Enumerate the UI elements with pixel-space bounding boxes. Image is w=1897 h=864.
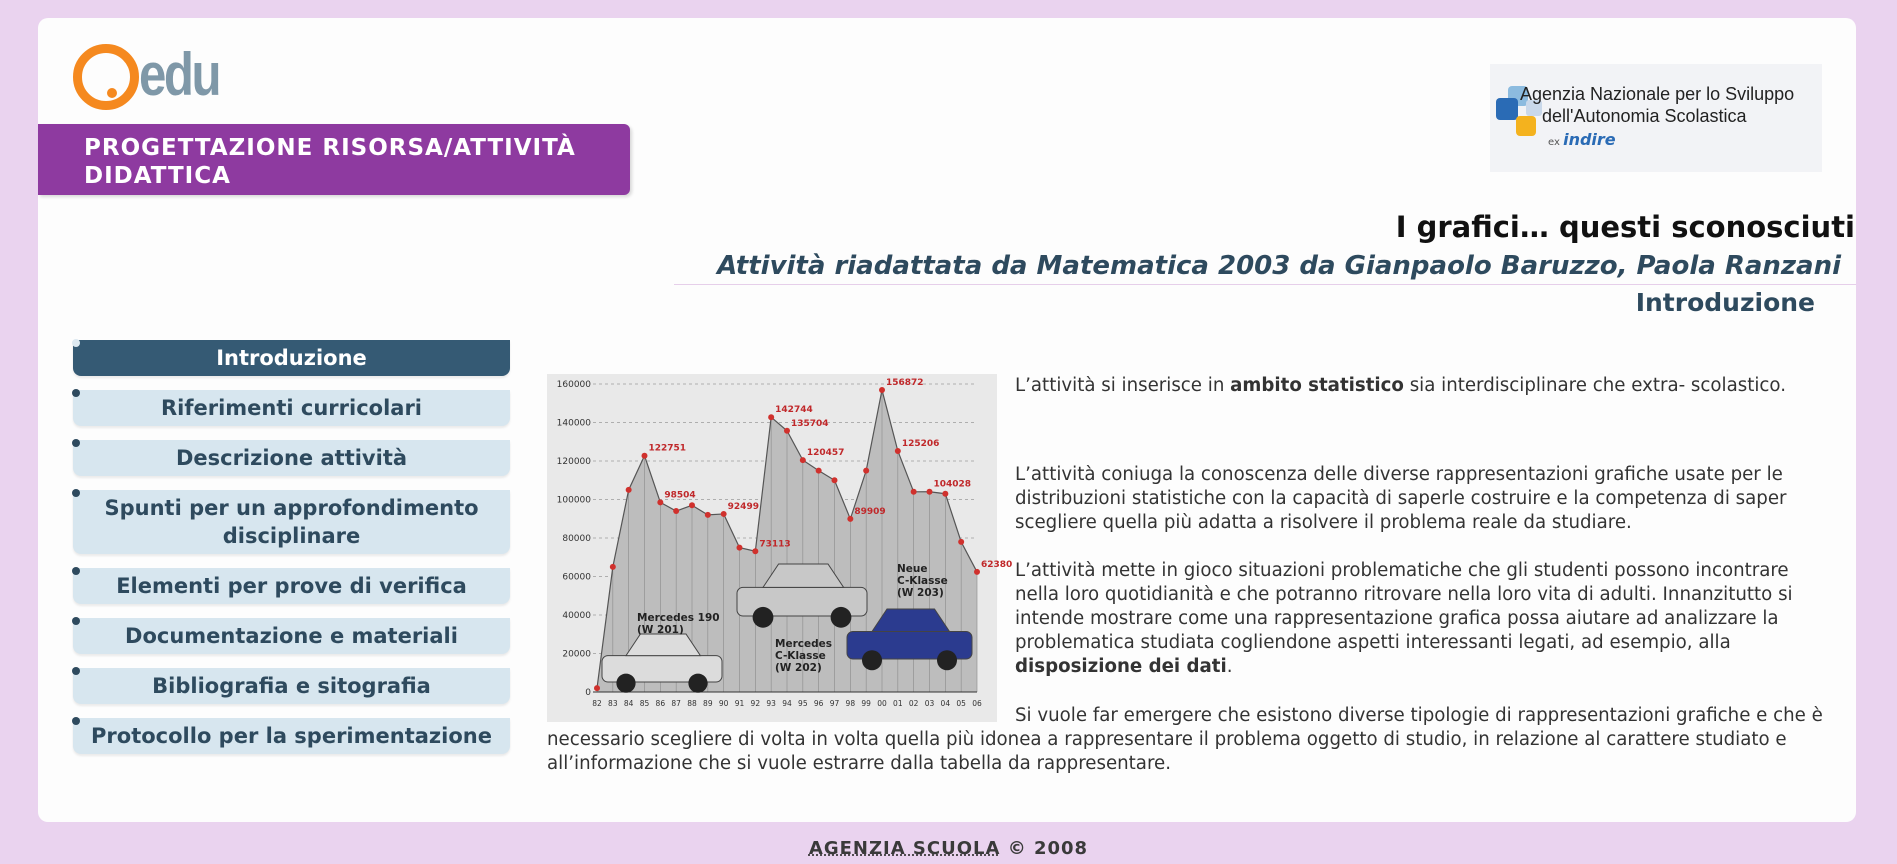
data-label: 92499 [727, 501, 759, 512]
chart-svg [547, 374, 1013, 722]
bullet-icon [72, 339, 80, 347]
data-point [816, 468, 822, 474]
x-tick-label: 88 [687, 699, 697, 708]
bullet-icon [72, 489, 80, 497]
car-label: Mercedes [775, 638, 832, 650]
y-tick-label: 100000 [556, 495, 591, 506]
data-point [673, 508, 679, 514]
page-subtitle: Attività riadattata da Matematica 2003 da Gianpaolo Baruzzo, Paola Ranzani [717, 251, 1841, 281]
data-label: 122751 [648, 443, 687, 454]
nav-item-protocollo[interactable] [73, 718, 510, 754]
y-tick-label: 140000 [556, 418, 591, 429]
data-label: 125206 [901, 438, 940, 449]
divider [674, 284, 1856, 285]
bullet-icon [72, 717, 80, 725]
nav-item-spunti-approfondimento[interactable] [73, 490, 510, 554]
nav-item-label: Spunti per un approfondimento disciplinare [104, 496, 479, 548]
car-w201-icon-wheel [688, 674, 707, 693]
banner-title: PROGETTAZIONE RISORSA/ATTIVITÀ DIDATTICA [84, 135, 576, 189]
car-label: (W 203) [897, 587, 944, 599]
data-point [721, 511, 727, 517]
car-label: Neue [897, 563, 928, 575]
x-tick-label: 95 [798, 699, 808, 708]
x-tick-label: 96 [813, 699, 824, 708]
footer [0, 838, 1897, 859]
data-label: 142744 [775, 405, 813, 416]
bullet-icon [72, 617, 80, 625]
data-label: 104028 [933, 479, 972, 490]
agency-brand-prefix: ex [1548, 137, 1560, 148]
nav-item-label: Riferimenti curricolari [160, 396, 423, 420]
x-tick-label: 98 [845, 699, 856, 708]
paragraph: Si vuole far emergere che esistono diverse tipologie di rappresentazioni grafiche e che è necessario scegliere di volta in volta quella più idonea a rappresentare il problema oggetto di studio, in relazione al carattere studiato e all’informazione che si vuole estrarre dalla tabella da rappresentare. [547, 705, 1823, 774]
data-point [974, 569, 980, 575]
text: . [1226, 656, 1233, 677]
data-point [594, 685, 600, 691]
nav-item-elementi-verifica[interactable] [73, 568, 510, 604]
car-label: C-Klasse [775, 650, 826, 662]
emphasis: disposizione dei dati [1015, 656, 1227, 677]
nav-item-bibliografia[interactable] [73, 668, 510, 704]
nav-item-riferimenti-curricolari[interactable] [73, 390, 510, 426]
bullet-icon [72, 667, 80, 675]
x-tick-label: 84 [623, 699, 634, 708]
logo-square-icon [1516, 116, 1536, 136]
car-w203-icon-wheel [862, 650, 882, 670]
data-point [879, 387, 885, 393]
nav-item-introduzione[interactable] [73, 340, 510, 376]
nav-item-label: Introduzione [216, 346, 367, 370]
footer-link[interactable]: AGENZIA SCUOLA [808, 838, 1001, 859]
agency-name-line1: Agenzia Nazionale per lo Sviluppo [1520, 84, 1795, 104]
car-w202-icon-wheel [753, 607, 774, 628]
x-tick-label: 02 [908, 699, 919, 708]
data-point [610, 564, 616, 570]
y-tick-label: 120000 [556, 457, 591, 467]
data-point [895, 448, 901, 454]
data-label: 73113 [759, 539, 791, 550]
data-point [863, 468, 869, 474]
x-tick-label: 89 [703, 699, 713, 708]
agency-brand-name: indire [1563, 130, 1616, 149]
nav-item-label: Bibliografia e sitografia [152, 674, 431, 698]
footer-copyright: © 2008 [1000, 838, 1089, 859]
data-label: 62380 [981, 559, 1013, 570]
data-point [737, 545, 743, 551]
nav-item-label: Elementi per prove di verifica [116, 574, 467, 598]
text: L’attività mette in gioco situazioni problematiche che gli studenti possono incontrare nella loro quotidianità e che potranno ritrovare nella loro vita di adulti. Innanzitutto si intende mostrare come una rappresentazione grafica possa aiutare ad analizzare la problematica studiata cogliendone aspetti interessanti legati, ad esempio, alla [1015, 560, 1793, 653]
emphasis: ambito statistico [1230, 375, 1404, 396]
data-point [832, 477, 838, 483]
car-label: (W 202) [775, 662, 822, 674]
data-label: 135704 [791, 418, 829, 429]
data-point [689, 502, 695, 508]
car-label: C-Klasse [897, 575, 948, 587]
x-tick-label: 82 [592, 699, 602, 708]
x-tick-label: 85 [639, 699, 650, 708]
x-tick-label: 99 [861, 699, 871, 708]
x-tick-label: 97 [829, 699, 840, 708]
x-tick-label: 05 [956, 699, 966, 708]
y-tick-label: 80000 [562, 534, 591, 544]
x-tick-label: 93 [766, 699, 776, 708]
data-point [657, 499, 663, 505]
data-point [847, 516, 853, 522]
x-tick-label: 94 [782, 699, 792, 708]
car-w201-icon-wheel [616, 674, 635, 693]
x-tick-label: 87 [671, 699, 681, 708]
data-label: 89909 [854, 506, 886, 517]
y-tick-label: 40000 [562, 611, 591, 621]
x-tick-label: 86 [655, 699, 666, 708]
car-label: (W 201) [637, 624, 684, 636]
data-label: 156872 [886, 378, 924, 389]
data-point [911, 489, 917, 495]
logo-square-icon [1496, 98, 1518, 120]
data-point [958, 539, 964, 545]
bullet-icon [72, 567, 80, 575]
data-point [752, 548, 758, 554]
edu-logo[interactable] [73, 42, 223, 112]
y-tick-label: 60000 [562, 572, 591, 583]
agency-brand [1548, 130, 1616, 149]
logo-ring-icon [73, 44, 139, 110]
car-label: Mercedes 190 [637, 612, 720, 624]
car-w202-icon-wheel [831, 607, 852, 628]
x-tick-label: 04 [940, 699, 951, 708]
data-point [642, 453, 648, 459]
data-point [768, 414, 774, 420]
data-label: 120457 [806, 448, 845, 459]
data-point [626, 487, 632, 493]
data-point [705, 512, 711, 518]
page-banner [38, 124, 630, 195]
section-title: Introduzione [1635, 288, 1815, 317]
paragraph [1015, 374, 1815, 398]
agency-logo[interactable] [1490, 64, 1822, 172]
section-nav [73, 340, 510, 768]
data-label: 98504 [664, 490, 696, 501]
y-tick-label: 0 [585, 688, 591, 698]
x-tick-label: 90 [718, 699, 729, 708]
x-tick-label: 03 [924, 699, 935, 708]
bullet-icon [72, 389, 80, 397]
text: sia interdisciplinare che extra- scolastico. [1403, 375, 1786, 396]
mercedes-sales-chart-image [547, 374, 1013, 722]
paragraph [1015, 559, 1823, 679]
data-point [927, 489, 933, 495]
data-point [942, 491, 948, 497]
bullet-icon [72, 439, 80, 447]
x-tick-label: 92 [750, 699, 761, 708]
x-tick-label: 01 [893, 699, 903, 708]
agency-name-line2: dell'Autonomia Scolastica [1542, 106, 1747, 126]
logo-text: edu [139, 41, 220, 108]
x-tick-label: 91 [734, 699, 745, 708]
page-title: I grafici… questi sconosciuti [1395, 210, 1855, 244]
car-w203-icon-wheel [937, 650, 957, 670]
y-tick-label: 20000 [562, 649, 591, 660]
text: L’attività si inserisce in [1015, 375, 1231, 396]
data-point [784, 428, 790, 434]
y-tick-label: 160000 [556, 380, 591, 390]
x-tick-label: 00 [877, 699, 887, 708]
logo-dot-icon [107, 88, 117, 98]
nav-item-label: Protocollo per la sperimentazione [91, 724, 492, 748]
nav-item-label: Descrizione attività [175, 446, 408, 470]
paragraph: L’attività coniuga la conoscenza delle diverse rappresentazioni grafiche usate per le distribuzioni statistiche con la capacità di saperle costruire e la competenza di saper scegliere quella più adatta a risolvere il problema reale da studiare. [1015, 464, 1787, 533]
nav-item-label: Documentazione e materiali [125, 624, 458, 648]
data-point [800, 457, 806, 463]
nav-item-documentazione[interactable] [73, 618, 510, 654]
nav-item-descrizione-attivita[interactable] [73, 440, 510, 476]
x-tick-label: 06 [972, 699, 982, 708]
x-tick-label: 83 [608, 699, 618, 708]
